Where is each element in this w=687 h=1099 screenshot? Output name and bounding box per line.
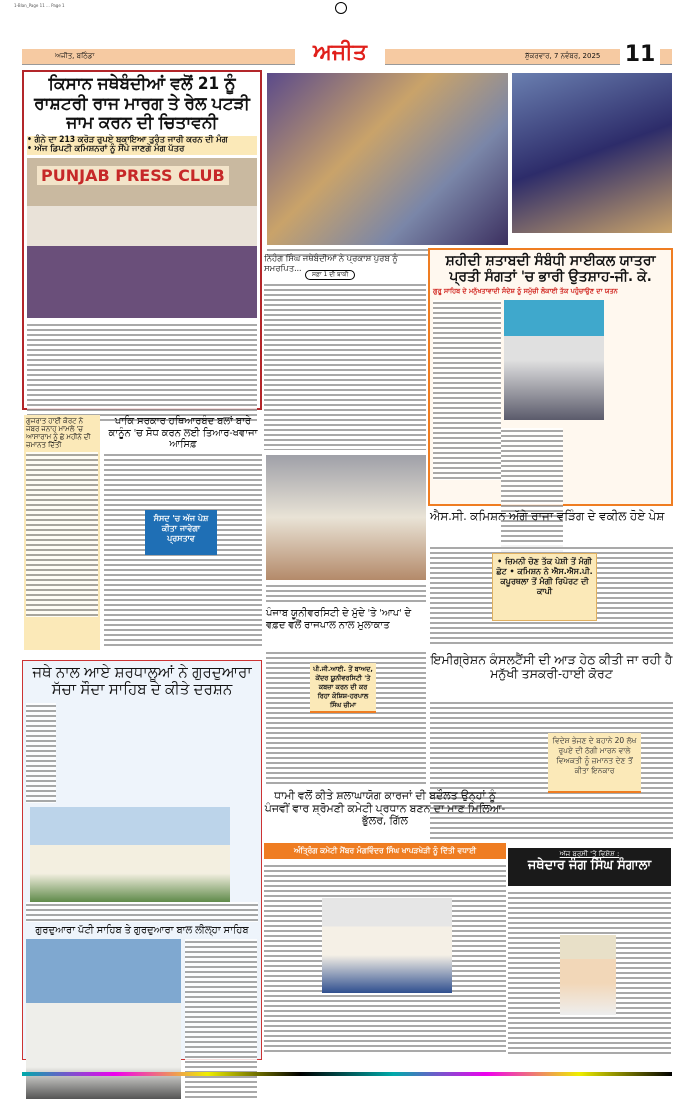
color-bar [22,1072,672,1076]
print-slug: 1-Blan_Page 11 ... Page 1 [14,3,65,8]
pu-box: ਪੀ.ਜੀ.ਆਈ. ਤੋਂ ਬਾਅਦ, ਕੇਂਦਰ ਯੂਨੀਵਰਸਿਟੀ 'ਤੇ ਕਬਜ਼ਾ ਕਰਨ ਦੀ ਕਰ ਰਿਹਾ ਕੋਸ਼ਿਸ਼-ਹਰਪਾਲ ਸਿੰਘ ਚੀਮਾ [310,663,376,713]
asaram-body [26,452,98,617]
barsi-box [508,848,671,886]
registration-mark [335,2,347,14]
shaheedi-story [428,248,673,506]
jathe-headline: ਜਥੇ ਨਾਲ ਆਏ ਸ਼ਰਧਾਲੂਆਂ ਨੇ ਗੁਰਦੁਆਰਾ ਸੱਚਾ ਸੌਦਾ ਸਾਹਿਬ ਦੇ ਕੀਤੇ ਦਰਸ਼ਨ [32,663,252,699]
masthead-logo: ਅਜੀਤ [295,40,385,65]
jathe-body-2 [26,902,258,922]
pu-photo [266,455,426,580]
immigration-box: ਵਿਦੇਸ਼ ਭੇਜਣ ਦੇ ਬਹਾਨੇ 20 ਲੱਖ ਰੁਪਏ ਦੀ ਠੱਗੀ ਮਾਰਨ ਵਾਲੇ ਵਿਅਕਤੀ ਨੂੰ ਜ਼ਮਾਨਤ ਦੇਣ ਤੋਂ ਕੀਤਾ ਇਨਕਾਰ [548,733,641,793]
kisan-headline: ਕਿਸਾਨ ਜਥੇਬੰਦੀਆਂ ਵਲੋਂ 21 ਨੂੰ ਰਾਸ਼ਟਰੀ ਰਾਜ ਮਾਰਗ ਤੇ ਰੇਲ ਪਟੜੀ ਜਾਮ ਕਰਨ ਦੀ ਚਿਤਾਵਨੀ [34,74,250,134]
asaram-headline: ਗੁਜਰਾਤ ਹਾਈ ਕੋਰਟ ਨੇ ਜਬਰ ਜਨਾਹ ਮਾਮਲੇ 'ਚ ਆਸਾਰਾਮ ਨੂੰ ਛੇ ਮਹੀਨੇ ਦੀ ਜ਼ਮਾਨਤ ਦਿੱਤੀ [26,417,91,450]
nihang-photo [267,73,508,245]
jump-label: ਸਫ਼ਾ 1 ਦੀ ਬਾਕੀ [305,270,355,280]
shaheedi-photo [504,300,604,420]
nihang-headline: ਨਿਹੰਗ ਸਿੰਘ ਜਥੇਬੰਦੀਆਂ ਨੇ ਪ੍ਰਕਾਸ਼ ਪੁਰਬ ਨੂੰ ਸਮਰਪਿਤ... [264,254,398,274]
sc-box: • ਜ਼ਿਮਨੀ ਚੋਣ ਤੱਕ ਪੇਸ਼ੀ ਤੋਂ ਮੰਗੀ ਛੋਟ • ਕਮਿਸ਼ਨ ਨੇ ਐਸ.ਐਸ.ਪੀ. ਕਪੂਰਥਲਾ ਤੋਂ ਮੰਗੀ ਰਿਪੋਰਟ ਦੀ ਕਾਪੀ [492,553,597,621]
sc-headline: ਐਸ.ਸੀ. ਕਮਿਸ਼ਨ ਅੱਗੇ ਰਾਜਾ ਵੜਿੰਗ ਦੇ ਵਕੀਲ ਹੋਏ ਪੇਸ਼ [430,509,665,523]
kisan-bullet: • ਅੱਜ ਡਿਪਟੀ ਕਮਿਸ਼ਨਰਾਂ ਨੂੰ ਸੌਂਪੇ ਜਾਣਗੇ ਮੰਗ ਪੱਤਰ [27,144,185,155]
press-club-banner: PUNJAB PRESS CLUB [37,166,229,185]
barsi-headline: ਜਥੇਦਾਰ ਜੰਗ ਸਿੰਘ ਸੰਗਾਲਾ [527,858,652,873]
kisan-body [27,322,257,422]
asif-headline: ਪਾਕਿ ਸਰਕਾਰ ਹਥਿਆਰਬੰਦ ਬਲਾਂ ਬਾਰੇ ਕਾਨੂੰਨ 'ਚ ਸੋਧ ਕਰਨ ਲਈ ਤਿਆਰ-ਖਵਾਜਾ ਆਸਿਫ਼ [108,416,258,450]
edition-label: ਅਜੀਤ, ਬਠਿੰਡਾ [55,52,95,60]
asaram-story [24,415,100,650]
sacha-sauda-photo [30,807,230,902]
nihang-body [264,282,426,450]
barsi-kicker: ਅੱਜ ਬਰਸੀ 'ਤੇ ਵਿਸ਼ੇਸ਼ : [559,850,620,858]
dhami-bar: ਅੰਤ੍ਰਿੰਗ ਕਮੇਟੀ ਮੈਂਬਰ ਮੰਗਵਿੰਦਰ ਸਿੰਘ ਖਾਪੜਖੇੜੀ ਨੂੰ ਦਿੱਤੀ ਵਧਾਈ [264,843,506,859]
jathe-body [26,703,56,803]
page-number: 11 [620,42,660,67]
immigration-headline: ਇਮੀਗ੍ਰੇਸ਼ਨ ਕੰਸਲਟੈਂਸੀ ਦੀ ਆੜ ਹੇਠ ਕੀਤੀ ਜਾ ਰਹੀ ਹੈ ਮਨੁੱਖੀ ਤਸਕਰੀ-ਹਾਈ ਕੋਰਟ [430,652,673,682]
sangala-photo [560,935,616,1015]
shaheedi-subhead: ਗੁਰੂ ਸਾਹਿਬ ਦੇ ਮਨੁੱਖਤਾਵਾਦੀ ਸੰਦੇਸ਼ ਨੂੰ ਸਮੁੱਚੀ ਲੋਕਾਈ ਤੱਕ ਪਹੁੰਚਾਉਣ ਦਾ ਯਤਨ [433,287,618,296]
asif-box: ਸੰਸਦ 'ਚ ਅੱਜ ਪੇਸ਼ ਕੀਤਾ ਜਾਵੇਗਾ ਪ੍ਰਸਤਾਵ [145,510,217,555]
kisan-bullets [27,136,257,156]
kisan-bullet: • ਗੰਨੇ ਦਾ 213 ਕਰੋੜ ਰੁਪਏ ਬਕਾਇਆ ਤੁਰੰਤ ਜਾਰੀ ਕਰਨ ਦੀ ਮੰਗ [27,134,228,145]
shaheedi-body [433,300,501,480]
shaheedi-headline: ਸ਼ਹੀਦੀ ਸ਼ਤਾਬਦੀ ਸੰਬੰਧੀ ਸਾਈਕਲ ਯਾਤਰਾ ਪ੍ਰਤੀ ਸੰਗਤਾਂ 'ਚ ਭਾਰੀ ਉਤਸ਼ਾਹ-ਜੀ. ਕੇ. [445,253,656,286]
press-club-photo [27,158,257,318]
dhami-photo [322,898,452,993]
dhami-headline: ਧਾਮੀ ਵਲੋਂ ਕੀਤੇ ਸ਼ਲਾਘਾਯੋਗ ਕਾਰਜਾਂ ਦੀ ਬਦੌਲਤ ਉਨ੍ਹਾਂ ਨੂੰ ਪੰਜਵੀਂ ਵਾਰ ਸ਼੍ਰੋਮਣੀ ਕਮੇਟੀ ਪ੍ਰਧਾਨ ਬਣਨ ਦਾ ਮਾਣ ਮਿਲਿਆ-ਭੁੱਲਰ, ਗਿੱਲ [264,789,506,828]
jathe-subhead: ਗੁਰਦੁਆਰਾ ਪੱਟੀ ਸਾਹਿਬ ਤੇ ਗੁਰਦੁਆਰਾ ਬਾਲ ਲੀਲ੍ਹਾ ਸਾਹਿਬ [35,924,249,936]
kisan-story [22,70,262,410]
date-label: ਸ਼ੁੱਕਰਵਾਰ, 7 ਨਵੰਬਰ, 2025 [525,52,601,60]
horse-photo [512,73,672,233]
pu-headline: ਪੰਜਾਬ ਯੂਨੀਵਰਸਿਟੀ ਦੇ ਮੁੱਦੇ 'ਤੇ 'ਆਪ' ਦੇ ਵਫ਼ਦ ਵਲੋਂ ਰਾਜਪਾਲ ਨਾਲ ਮੁਲਾਕਾਤ [266,608,412,631]
jathe-story [22,660,262,1060]
pu-caption [266,583,426,603]
